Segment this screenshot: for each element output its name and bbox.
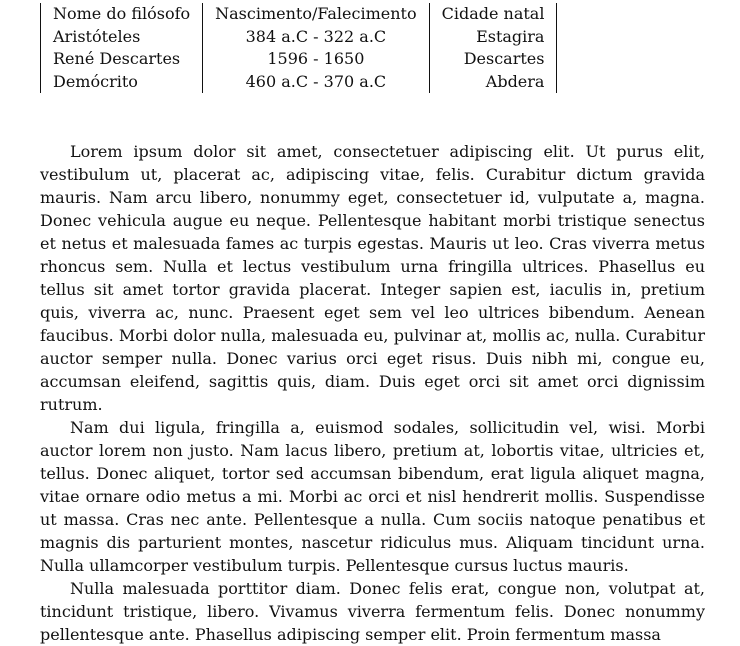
paragraph: Nam dui ligula, fringilla a, euismod sodales, sollicitudin vel, wisi. Morbi auctor lorem non justo. Nam lacus libero, pretium at, lobortis vitae, ultricies et, tellus. Donec aliquet, tortor sed accumsan bibendum, erat ligula aliquet magna, vitae ornare odio metus a mi. Morbi ac orci et nisl hendrerit mollis. Suspendisse ut massa. Cras nec ante. Pellentesque a nulla. Cum sociis natoque penatibus et magnis dis parturient montes, nascetur ridiculus mus. Aliquam tincidunt urna. Nulla ullamcorper vestibulum turpis. Pellentesque cursus luctus mauris. [40,418,705,575]
philosophers-table [40,3,557,93]
cell-birth-death: 460 a.C - 370 a.C [203,71,429,94]
table-header-row [41,3,557,26]
header-name: Nome do filósofo [41,3,203,26]
cell-city: Descartes [429,48,557,71]
body-text [40,140,705,646]
cell-name: Demócrito [41,71,203,94]
cell-name: Aristóteles [41,26,203,49]
table-row [41,48,557,71]
table-row [41,71,557,94]
paragraph: Nulla malesuada porttitor diam. Donec felis erat, congue non, volutpat at, tincidunt tristique, libero. Vivamus viverra fermentum felis. Donec nonummy pellentesque ante. Phasellus adipiscing semper elit. Proin fermentum massa [40,579,705,644]
cell-birth-death: 1596 - 1650 [203,48,429,71]
header-birth-death: Nascimento/Falecimento [203,3,429,26]
philosophers-table-wrap [40,3,557,93]
table-row [41,26,557,49]
paragraph: Lorem ipsum dolor sit amet, consectetuer adipiscing elit. Ut purus elit, vestibulum ut, placerat ac, adipiscing vitae, felis. Curabitur dictum gravida mauris. Nam arcu libero, nonummy eget, consectetuer id, vulputate a, magna. Donec vehicula augue eu neque. Pellentesque habitant morbi tristique senectus et netus et malesuada fames ac turpis egestas. Mauris ut leo. Cras viverra metus rhoncus sem. Nulla et lectus vestibulum urna fringilla ultrices. Phasellus eu tellus sit amet tortor gravida placerat. Integer sapien est, iaculis in, pretium quis, viverra ac, nunc. Praesent eget sem vel leo ultrices bibendum. Aenean faucibus. Morbi dolor nulla, malesuada eu, pulvinar at, mollis ac, nulla. Curabitur auctor semper nulla. Donec varius orci eget risus. Duis nibh mi, congue eu, accumsan eleifend, sagittis quis, diam. Duis eget orci sit amet orci dignissim rutrum. [40,142,705,414]
cell-birth-death: 384 a.C - 322 a.C [203,26,429,49]
cell-city: Estagira [429,26,557,49]
cell-city: Abdera [429,71,557,94]
cell-name: René Descartes [41,48,203,71]
header-city: Cidade natal [429,3,557,26]
